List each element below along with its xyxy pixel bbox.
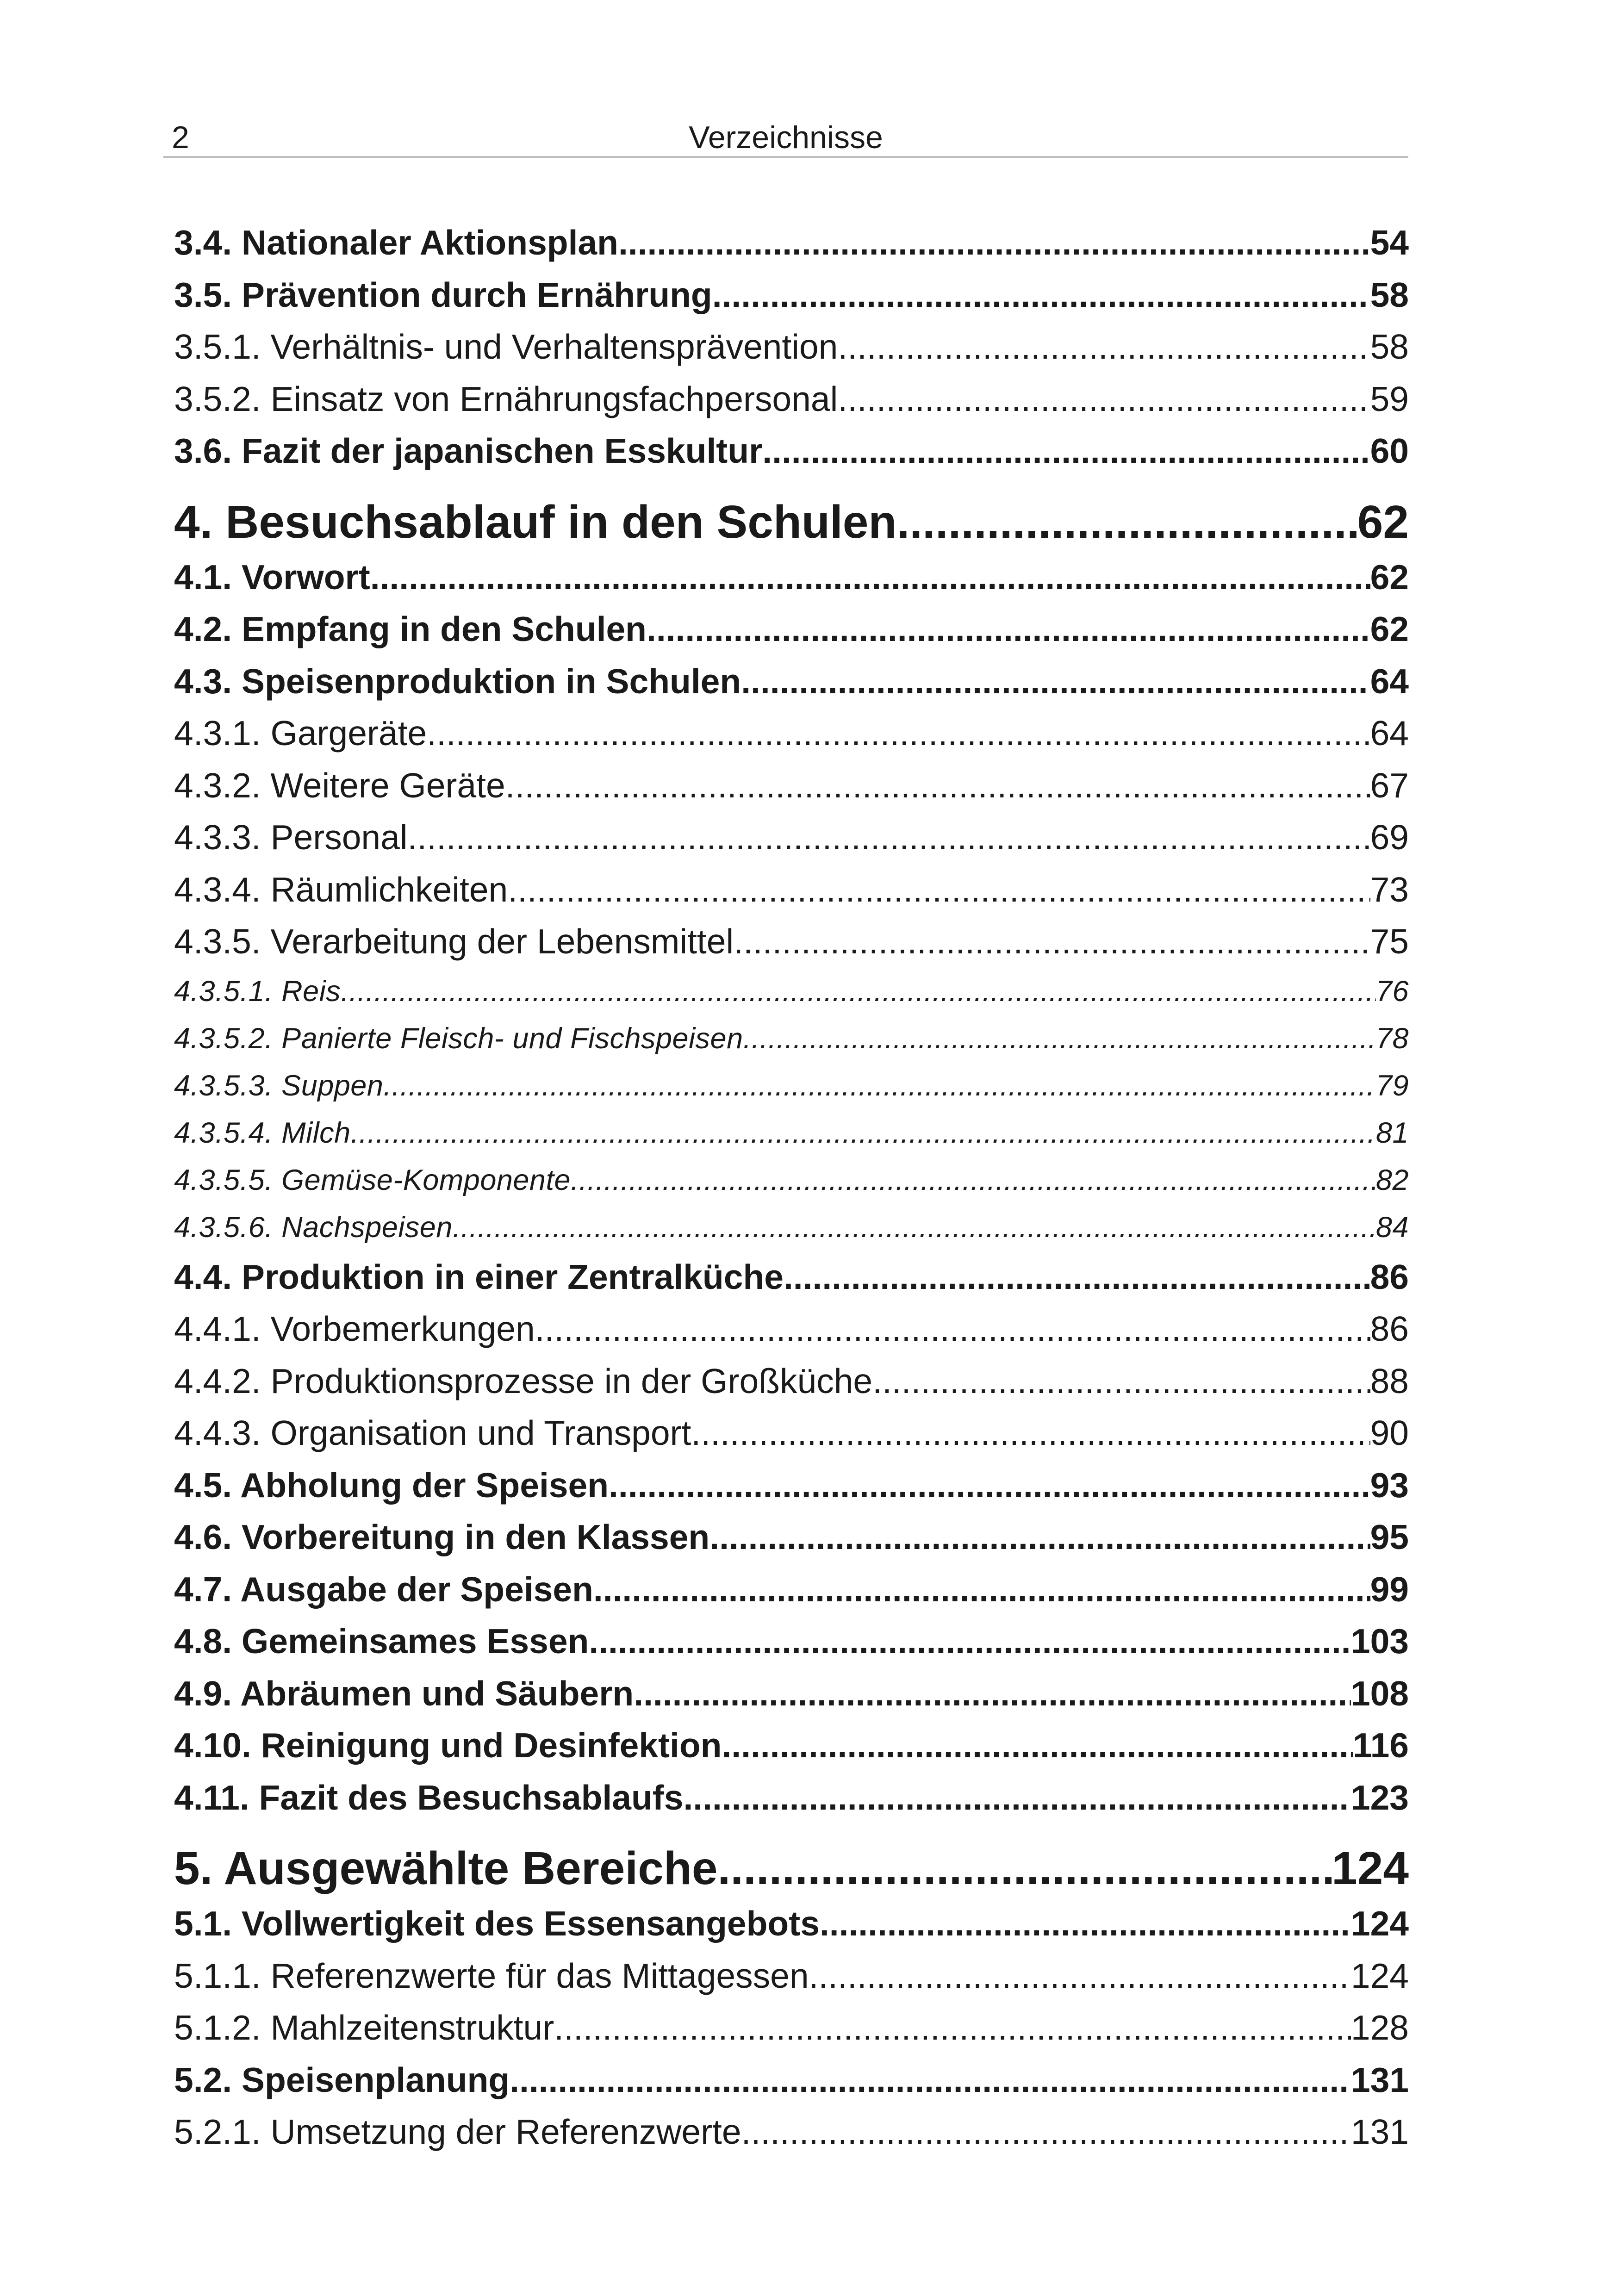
toc-entry-page-number: 99 <box>1370 1569 1409 1609</box>
toc-entry-label: 4.5. Abholung der Speisen <box>174 1465 609 1505</box>
toc-entry-level-2[interactable] <box>174 217 1409 269</box>
toc-entry-page-number: 86 <box>1370 1309 1409 1348</box>
toc-entry-page-number: 54 <box>1370 223 1409 262</box>
dot-leader <box>453 1204 1376 1251</box>
toc-entry-page-number: 76 <box>1375 975 1409 1008</box>
toc-entry-label: 5.2. Speisenplanung <box>174 2060 510 2099</box>
page-number: 2 <box>172 120 189 155</box>
toc-entry-level-3[interactable] <box>174 1303 1409 1355</box>
toc-entry-level-2[interactable] <box>174 1459 1409 1512</box>
toc-entry-label: 5. Ausgewählte Bereiche <box>174 1842 718 1894</box>
toc-entry-label: 4.2. Empfang in den Schulen <box>174 610 647 648</box>
dot-leader <box>427 707 1370 759</box>
dot-leader <box>838 373 1370 425</box>
toc-entry-label: 4.1. Vorwort <box>174 557 370 597</box>
toc-entry-label: 3.5.2. Einsatz von Ernährungsfachpersonal <box>174 379 838 418</box>
toc-entry-label: 4.3.5. Verarbeitung der Lebensmittel <box>174 922 734 961</box>
toc-entry-label: 4.3.5.6. Nachspeisen <box>174 1211 453 1244</box>
running-title: Verzeichnisse <box>689 120 883 155</box>
toc-entry-label: 4.9. Abräumen und Säubern <box>174 1674 634 1713</box>
toc-entry-label: 4.4. Produktion in einer Zentralküche <box>174 1257 784 1296</box>
toc-entry-page-number: 128 <box>1350 2008 1409 2047</box>
toc-entry-page-number: 86 <box>1370 1257 1409 1296</box>
dot-leader <box>370 551 1370 604</box>
dot-leader <box>647 603 1370 655</box>
toc-entry-level-1[interactable] <box>174 1834 1409 1898</box>
toc-entry-page-number: 75 <box>1370 922 1409 961</box>
toc-entry-label: 4.8. Gemeinsames Essen <box>174 1622 589 1661</box>
toc-entry-label: 5.1.2. Mahlzeitenstruktur <box>174 2008 554 2047</box>
toc-entry-level-3[interactable] <box>174 759 1409 812</box>
toc-entry-level-3[interactable] <box>174 915 1409 968</box>
toc-entry-label: 4.11. Fazit des Besuchsablaufs <box>174 1778 684 1817</box>
toc-entry-label: 4.3.5.2. Panierte Fleisch- und Fischspeisen <box>174 1022 743 1055</box>
dot-leader <box>741 2106 1351 2158</box>
toc-entry-page-number: 124 <box>1350 1956 1409 1995</box>
toc-entry-level-2[interactable] <box>174 551 1409 604</box>
toc-entry-level-4[interactable] <box>174 1062 1409 1109</box>
toc-entry-page-number: 131 <box>1350 2060 1409 2099</box>
page-header <box>163 113 1408 158</box>
toc-entry-page-number: 90 <box>1370 1413 1409 1452</box>
toc-entry-page-number: 82 <box>1375 1164 1409 1196</box>
dot-leader <box>341 968 1376 1015</box>
toc-entry-level-3[interactable] <box>174 1355 1409 1407</box>
toc-entry-label: 4.3.5.4. Milch <box>174 1116 351 1149</box>
dot-leader <box>508 864 1370 916</box>
toc-entry-label: 4.4.2. Produktionsprozesse in der Großküche <box>174 1361 873 1400</box>
toc-entry-page-number: 59 <box>1370 379 1409 418</box>
dot-leader <box>872 1355 1370 1407</box>
dot-leader <box>712 269 1370 321</box>
dot-leader <box>535 1303 1370 1355</box>
toc-entry-page-number: 93 <box>1370 1465 1409 1505</box>
toc-entry-label: 3.6. Fazit der japanischen Esskultur <box>174 431 763 470</box>
toc-entry-level-2[interactable] <box>174 655 1409 708</box>
dot-leader <box>571 1157 1376 1204</box>
toc-entry-label: 3.5.1. Verhältnis- und Verhaltensprävention <box>174 327 838 366</box>
toc-entry-label: 4.4.1. Vorbemerkungen <box>174 1309 535 1348</box>
dot-leader <box>820 1898 1351 1950</box>
toc-entry-label: 4.4.3. Organisation und Transport <box>174 1413 691 1452</box>
toc-entry-page-number: 81 <box>1375 1116 1409 1149</box>
dot-leader <box>618 217 1370 269</box>
toc-entry-page-number: 78 <box>1375 1022 1409 1055</box>
dot-leader <box>408 811 1370 864</box>
toc-entry-label: 4.3.5.1. Reis <box>174 975 341 1008</box>
dot-leader <box>593 1563 1370 1616</box>
toc-entry-page-number: 64 <box>1370 714 1409 753</box>
toc-entry-level-3[interactable] <box>174 321 1409 373</box>
toc-entry-page-number: 62 <box>1370 610 1409 648</box>
toc-entry-level-3[interactable] <box>174 1407 1409 1459</box>
toc-entry-label: 5.1. Vollwertigkeit des Essensangebots <box>174 1904 820 1943</box>
toc-entry-level-2[interactable] <box>174 1563 1409 1616</box>
toc-entry-level-3[interactable] <box>174 811 1409 864</box>
toc-entry-label: 3.4. Nationaler Aktionsplan <box>174 223 618 262</box>
toc-entry-level-2[interactable] <box>174 1772 1409 1824</box>
toc-entry-page-number: 116 <box>1353 1726 1409 1765</box>
toc-entry-label: 4.7. Ausgabe der Speisen <box>174 1569 593 1609</box>
toc-entry-label: 5.2.1. Umsetzung der Referenzwerte <box>174 2112 741 2151</box>
toc-entry-level-2[interactable] <box>174 1251 1409 1303</box>
toc-entry-level-1[interactable] <box>174 487 1409 551</box>
toc-entry-level-4[interactable] <box>174 1204 1409 1251</box>
toc-entry-page-number: 95 <box>1370 1518 1409 1556</box>
toc-entry-page-number: 131 <box>1350 2112 1409 2151</box>
dot-leader <box>741 655 1370 708</box>
dot-leader <box>589 1615 1350 1668</box>
toc-entry-level-3[interactable] <box>174 2002 1409 2054</box>
dot-leader <box>838 321 1370 373</box>
toc-entry-page-number: 124 <box>1350 1904 1409 1943</box>
toc-entry-label: 4.3.1. Gargeräte <box>174 714 427 753</box>
dot-leader <box>634 1668 1351 1720</box>
dot-leader <box>762 425 1370 477</box>
toc-entry-level-2[interactable] <box>174 425 1409 477</box>
dot-leader <box>351 1109 1376 1157</box>
dot-leader <box>510 2054 1351 2106</box>
toc-entry-page-number: 58 <box>1370 275 1409 314</box>
dot-leader <box>683 1772 1350 1824</box>
toc-entry-page-number: 123 <box>1350 1778 1409 1817</box>
toc-entry-level-2[interactable] <box>174 269 1409 321</box>
toc-entry-label: 4.3. Speisenproduktion in Schulen <box>174 661 741 701</box>
toc-entry-label: 4.10. Reinigung und Desinfektion <box>174 1726 722 1765</box>
toc-entry-label: 4. Besuchsablauf in den Schulen <box>174 496 897 548</box>
toc-entry-level-3[interactable] <box>174 2106 1409 2158</box>
dot-leader <box>743 1015 1376 1062</box>
toc-entry-page-number: 60 <box>1370 431 1409 470</box>
toc-entry-page-number: 124 <box>1332 1842 1409 1894</box>
dot-leader <box>505 759 1370 812</box>
toc-entry-page-number: 84 <box>1375 1211 1409 1244</box>
toc-entry-label: 5.1.1. Referenzwerte für das Mittagessen <box>174 1956 809 1995</box>
toc-entry-level-2[interactable] <box>174 2054 1409 2106</box>
toc-entry-level-3[interactable] <box>174 864 1409 916</box>
dot-leader <box>554 2002 1351 2054</box>
toc-entry-label: 4.6. Vorbereitung in den Klassen <box>174 1518 710 1556</box>
dot-leader <box>609 1459 1370 1512</box>
dot-leader <box>896 487 1357 551</box>
toc-entry-label: 4.3.5.3. Suppen <box>174 1069 384 1102</box>
toc-entry-page-number: 79 <box>1375 1069 1409 1102</box>
toc-entry-level-3[interactable] <box>174 707 1409 759</box>
toc-entry-label: 4.3.2. Weitere Geräte <box>174 765 505 805</box>
toc-entry-page-number: 58 <box>1370 327 1409 366</box>
header-divider <box>163 156 1408 158</box>
toc-entry-level-2[interactable] <box>174 603 1409 655</box>
toc-entry-page-number: 67 <box>1370 765 1409 805</box>
toc-entry-level-2[interactable] <box>174 1719 1409 1772</box>
toc-entry-level-4[interactable] <box>174 968 1409 1015</box>
toc-entry-page-number: 62 <box>1357 496 1409 548</box>
dot-leader <box>722 1719 1353 1772</box>
toc-entry-level-2[interactable] <box>174 1668 1409 1720</box>
toc-entry-page-number: 103 <box>1350 1622 1409 1661</box>
toc-entry-label: 4.3.3. Personal <box>174 818 408 857</box>
dot-leader <box>709 1511 1370 1563</box>
toc-entry-label: 4.3.4. Räumlichkeiten <box>174 870 508 909</box>
toc-entry-level-2[interactable] <box>174 1898 1409 1950</box>
dot-leader <box>784 1251 1370 1303</box>
dot-leader <box>383 1062 1376 1109</box>
dot-leader <box>691 1407 1370 1459</box>
toc-entry-page-number: 73 <box>1370 870 1409 909</box>
toc-entry-page-number: 64 <box>1370 661 1409 701</box>
toc-entry-level-2[interactable] <box>174 1615 1409 1668</box>
toc-entry-label: 4.3.5.5. Gemüse-Komponente <box>174 1164 571 1196</box>
toc-entry-level-3[interactable] <box>174 1950 1409 2002</box>
table-of-contents <box>174 217 1409 2158</box>
toc-entry-page-number: 62 <box>1370 557 1409 597</box>
toc-entry-page-number: 88 <box>1370 1361 1409 1400</box>
toc-entry-level-3[interactable] <box>174 373 1409 425</box>
toc-entry-level-4[interactable] <box>174 1157 1409 1204</box>
toc-entry-label: 3.5. Prävention durch Ernährung <box>174 275 712 314</box>
dot-leader <box>809 1950 1351 2002</box>
toc-entry-level-2[interactable] <box>174 1511 1409 1563</box>
toc-entry-level-4[interactable] <box>174 1015 1409 1062</box>
dot-leader <box>718 1834 1332 1898</box>
toc-entry-page-number: 108 <box>1350 1674 1409 1713</box>
toc-entry-page-number: 69 <box>1370 818 1409 857</box>
dot-leader <box>734 915 1370 968</box>
toc-entry-level-4[interactable] <box>174 1109 1409 1157</box>
